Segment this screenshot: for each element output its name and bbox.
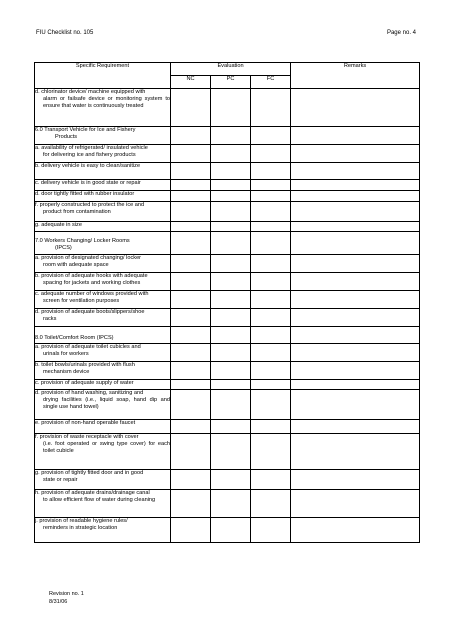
fc-cell[interactable] <box>251 255 291 273</box>
nc-cell[interactable] <box>171 222 211 232</box>
pc-cell[interactable] <box>211 362 251 380</box>
requirement-text: f. properly constructed to protect the ice and <box>35 202 145 208</box>
requirement-text-cont: racks <box>43 315 57 322</box>
requirement-cell <box>35 291 171 309</box>
requirement-text: d. provision of adequate boots/slippers/shoe <box>35 309 145 315</box>
fc-cell[interactable] <box>251 291 291 309</box>
fc-cell[interactable] <box>251 344 291 362</box>
fc-cell[interactable] <box>251 127 291 145</box>
nc-cell[interactable] <box>171 191 211 202</box>
remarks-cell[interactable] <box>291 202 420 222</box>
table-row <box>35 420 420 434</box>
pc-cell[interactable] <box>211 232 251 255</box>
table-row <box>35 180 420 191</box>
remarks-cell[interactable] <box>291 255 420 273</box>
fc-cell[interactable] <box>251 362 291 380</box>
fc-cell[interactable] <box>251 470 291 490</box>
requirement-text-cont: product from contamination <box>43 208 111 215</box>
remarks-cell[interactable] <box>291 191 420 202</box>
table-row <box>35 202 420 222</box>
fc-cell[interactable] <box>251 191 291 202</box>
remarks-cell[interactable] <box>291 145 420 163</box>
fc-cell[interactable] <box>251 222 291 232</box>
table-row <box>35 273 420 291</box>
requirement-cell <box>35 191 171 202</box>
requirement-cell <box>35 420 171 434</box>
nc-cell[interactable] <box>171 490 211 518</box>
pc-cell[interactable] <box>211 380 251 390</box>
nc-cell[interactable] <box>171 309 211 327</box>
pc-cell[interactable] <box>211 344 251 362</box>
requirement-text: e. provision of non-hand operable faucet <box>35 420 136 426</box>
nc-cell[interactable] <box>171 420 211 434</box>
col-pc: PC <box>211 76 251 89</box>
nc-cell[interactable] <box>171 163 211 180</box>
nc-cell[interactable] <box>171 89 211 127</box>
remarks-cell[interactable] <box>291 222 420 232</box>
footer <box>49 590 84 606</box>
requirement-cell <box>35 180 171 191</box>
pc-cell[interactable] <box>211 327 251 344</box>
table-row <box>35 89 420 127</box>
requirement-text: a. availability of refrigerated/ insulated vehicle <box>35 145 148 151</box>
requirement-text-cont: drying facilities (i.e., liquid soap, hand dip and single use hand towel) <box>43 396 170 410</box>
nc-cell[interactable] <box>171 434 211 470</box>
nc-cell[interactable] <box>171 180 211 191</box>
requirement-cell <box>35 470 171 490</box>
remarks-cell[interactable] <box>291 380 420 390</box>
revision-date: 8/31/06 <box>49 599 68 605</box>
requirement-text-cont: to allow efficient flow of water during cleaning <box>43 496 156 503</box>
requirement-text: g. adequate in size <box>35 222 82 228</box>
requirement-text-cont: alarm or failsafe device or monitoring system to ensure that water is continuously treated <box>43 95 170 109</box>
requirement-text-cont: state or repair <box>43 476 78 483</box>
checklist-number: FIU Checklist no. 105 <box>36 30 94 36</box>
remarks-cell[interactable] <box>291 273 420 291</box>
remarks-cell[interactable] <box>291 127 420 145</box>
col-nc: NC <box>171 76 211 89</box>
nc-cell[interactable] <box>171 273 211 291</box>
requirement-text-cont: for delivering ice and fishery products <box>43 151 136 158</box>
section-title-cont: (IPCS) <box>55 244 72 251</box>
requirement-cell <box>35 362 171 380</box>
remarks-cell[interactable] <box>291 327 420 344</box>
pc-cell[interactable] <box>211 145 251 163</box>
requirement-cell <box>35 273 171 291</box>
section-heading-8 <box>35 327 171 344</box>
section-row <box>35 127 420 145</box>
requirement-cell <box>35 518 171 543</box>
requirement-text: c. provision of adequate supply of water <box>35 380 134 386</box>
requirement-text: b. provision of adequate hooks with adequate <box>35 273 148 279</box>
remarks-cell[interactable] <box>291 344 420 362</box>
requirement-text: g. provision of tightly fitted door and in good <box>35 470 144 476</box>
section-title: 8.0 Toilet/Comfort Room (IPCS) <box>35 335 114 341</box>
pc-cell[interactable] <box>211 89 251 127</box>
requirement-cell <box>35 89 171 127</box>
table-row <box>35 470 420 490</box>
col-specific-requirement: Specific Requirement <box>35 63 171 89</box>
fc-cell[interactable] <box>251 518 291 543</box>
requirement-text-cont: screen for ventilation purposes <box>43 297 120 304</box>
remarks-cell[interactable] <box>291 420 420 434</box>
table-row <box>35 434 420 470</box>
nc-cell[interactable] <box>171 344 211 362</box>
section-title: 6.0 Transport Vehicle for Ice and Fishery <box>35 127 136 133</box>
requirement-text-cont: mechanism device <box>43 368 90 375</box>
table-row <box>35 344 420 362</box>
nc-cell[interactable] <box>171 327 211 344</box>
table-row <box>35 191 420 202</box>
section-title-cont: Products <box>55 133 78 140</box>
remarks-cell[interactable] <box>291 490 420 518</box>
requirement-text: h. provision of adequate drains/drainage canal <box>35 490 150 496</box>
section-row <box>35 327 420 344</box>
requirement-text: j. provision of readable hygiene rules/ <box>35 518 128 524</box>
table-row <box>35 390 420 420</box>
table-row <box>35 222 420 232</box>
fc-cell[interactable] <box>251 89 291 127</box>
requirement-text: c. adequate number of windows provided with <box>35 291 149 297</box>
remarks-cell[interactable] <box>291 390 420 420</box>
col-remarks: Remarks <box>291 63 420 89</box>
pc-cell[interactable] <box>211 434 251 470</box>
pc-cell[interactable] <box>211 291 251 309</box>
pc-cell[interactable] <box>211 309 251 327</box>
remarks-cell[interactable] <box>291 362 420 380</box>
pc-cell[interactable] <box>211 202 251 222</box>
remarks-cell[interactable] <box>291 518 420 543</box>
pc-cell[interactable] <box>211 490 251 518</box>
table-row <box>35 163 420 180</box>
remarks-cell[interactable] <box>291 232 420 255</box>
table-header-row <box>35 63 420 76</box>
fc-cell[interactable] <box>251 327 291 344</box>
nc-cell[interactable] <box>171 362 211 380</box>
table-row <box>35 145 420 163</box>
col-evaluation: Evaluation <box>171 63 291 76</box>
requirement-cell <box>35 163 171 180</box>
table-row <box>35 309 420 327</box>
remarks-cell[interactable] <box>291 470 420 490</box>
section-title: 7.0 Workers Changing/ Locker Rooms <box>35 238 130 244</box>
fc-cell[interactable] <box>251 163 291 180</box>
requirement-text-cont: reminders in strategic location <box>43 524 118 531</box>
nc-cell[interactable] <box>171 390 211 420</box>
table-row <box>35 362 420 380</box>
fc-cell[interactable] <box>251 490 291 518</box>
remarks-cell[interactable] <box>291 180 420 191</box>
pc-cell[interactable] <box>211 191 251 202</box>
remarks-cell[interactable] <box>291 434 420 470</box>
fc-cell[interactable] <box>251 390 291 420</box>
pc-cell[interactable] <box>211 222 251 232</box>
requirement-text: d. door tightly fitted with rubber insulator <box>35 191 135 197</box>
fc-cell[interactable] <box>251 434 291 470</box>
requirement-text: b. toilet bowls/urinals provided with flush <box>35 362 135 368</box>
requirement-text-cont: urinals for workers <box>43 350 89 357</box>
table-row <box>35 490 420 518</box>
pc-cell[interactable] <box>211 518 251 543</box>
fc-cell[interactable] <box>251 202 291 222</box>
requirement-text-cont: spacing for jackets and working clothes <box>43 279 141 286</box>
col-fc: FC <box>251 76 291 89</box>
nc-cell[interactable] <box>171 232 211 255</box>
revision-number: Revision no. 1 <box>49 591 84 597</box>
requirement-cell <box>35 390 171 420</box>
requirement-cell <box>35 434 171 470</box>
table-row <box>35 380 420 390</box>
requirement-text: a. provision of designated changing/ locker <box>35 255 142 261</box>
requirement-cell <box>35 202 171 222</box>
pc-cell[interactable] <box>211 127 251 145</box>
fc-cell[interactable] <box>251 180 291 191</box>
nc-cell[interactable] <box>171 127 211 145</box>
fc-cell[interactable] <box>251 380 291 390</box>
nc-cell[interactable] <box>171 380 211 390</box>
page-number: Page no. 4 <box>386 30 416 36</box>
remarks-cell[interactable] <box>291 291 420 309</box>
section-heading-7 <box>35 232 171 255</box>
nc-cell[interactable] <box>171 255 211 273</box>
requirement-cell <box>35 344 171 362</box>
section-row <box>35 232 420 255</box>
pc-cell[interactable] <box>211 255 251 273</box>
requirement-text: c. delivery vehicle is in good state or repair <box>35 180 141 186</box>
table-row <box>35 518 420 543</box>
fc-cell[interactable] <box>251 145 291 163</box>
requirement-text: a. provision of adequate toilet cubicles and <box>35 344 141 350</box>
nc-cell[interactable] <box>171 291 211 309</box>
requirement-text-cont: (i.e. foot operated or swing type cover) for each toilet cubicle <box>43 440 170 454</box>
pc-cell[interactable] <box>211 390 251 420</box>
nc-cell[interactable] <box>171 145 211 163</box>
requirement-cell <box>35 309 171 327</box>
remarks-cell[interactable] <box>291 163 420 180</box>
pc-cell[interactable] <box>211 163 251 180</box>
pc-cell[interactable] <box>211 470 251 490</box>
nc-cell[interactable] <box>171 202 211 222</box>
requirement-cell <box>35 222 171 232</box>
remarks-cell[interactable] <box>291 89 420 127</box>
remarks-cell[interactable] <box>291 309 420 327</box>
requirement-text-cont: room with adequate space <box>43 261 109 268</box>
nc-cell[interactable] <box>171 518 211 543</box>
pc-cell[interactable] <box>211 420 251 434</box>
requirement-text: d. provision of hand washing, sanitizing and <box>35 390 144 396</box>
table-row <box>35 255 420 273</box>
requirement-text: b. delivery vehicle is easy to clean/sanitize <box>35 163 141 169</box>
requirement-cell <box>35 255 171 273</box>
pc-cell[interactable] <box>211 273 251 291</box>
fc-cell[interactable] <box>251 273 291 291</box>
requirement-text: f. provision of waste receptacle with cover <box>35 434 139 440</box>
requirement-text: d. chlorinator device/ machine equipped with <box>35 89 146 95</box>
nc-cell[interactable] <box>171 470 211 490</box>
requirement-cell <box>35 490 171 518</box>
checklist-table <box>34 62 420 543</box>
fc-cell[interactable] <box>251 232 291 255</box>
section-heading-6 <box>35 127 171 145</box>
fc-cell[interactable] <box>251 309 291 327</box>
fc-cell[interactable] <box>251 420 291 434</box>
pc-cell[interactable] <box>211 180 251 191</box>
table-row <box>35 291 420 309</box>
requirement-cell <box>35 380 171 390</box>
requirement-cell <box>35 145 171 163</box>
